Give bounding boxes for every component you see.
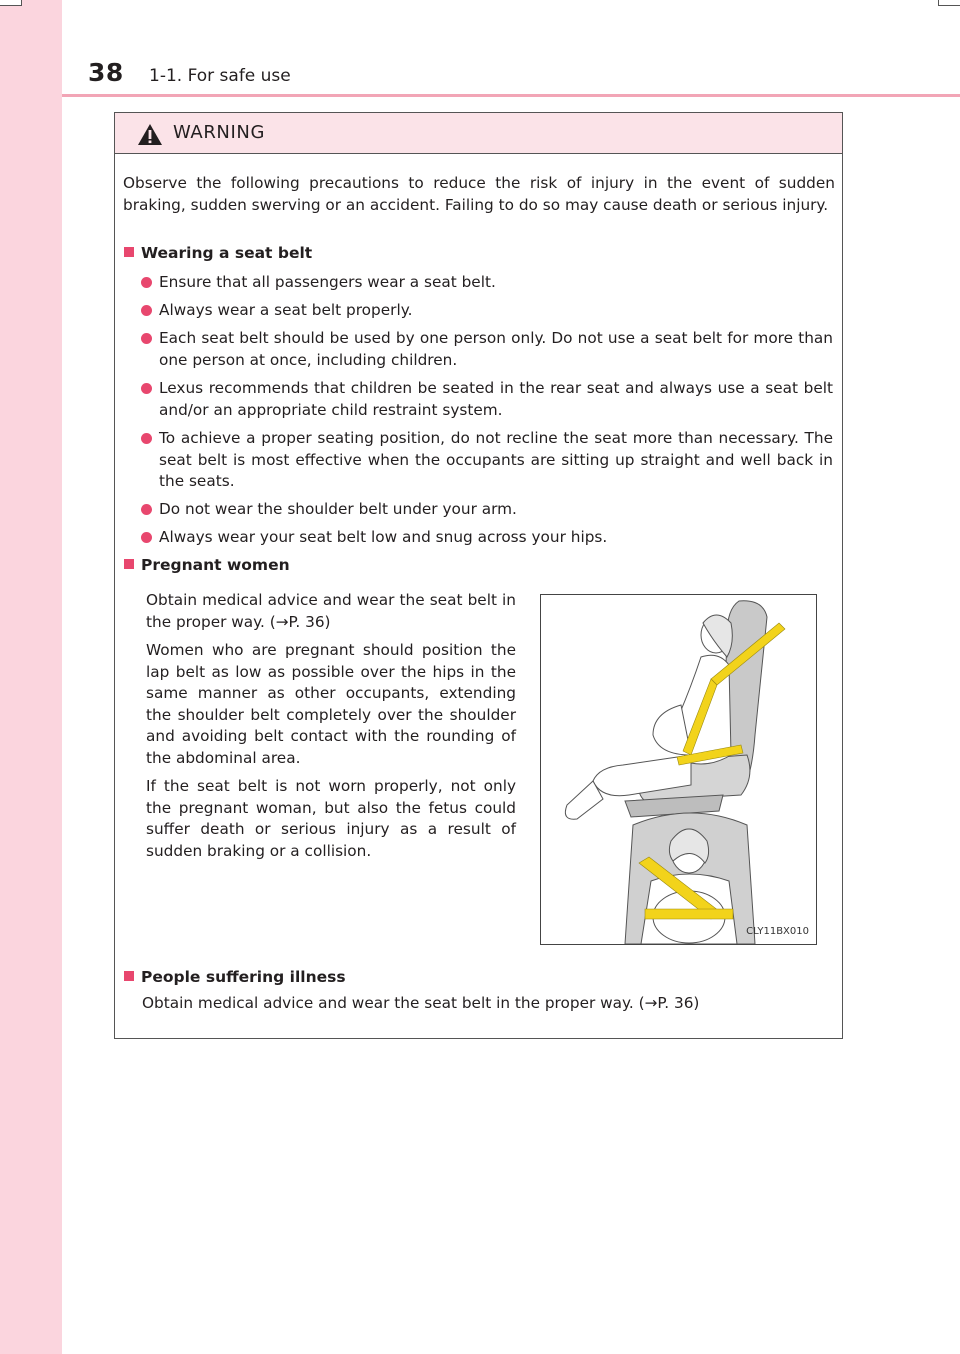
paragraph: Women who are pregnant should position the lap belt as low as possible over the hips in the same manner as other occupants, extending the shoulder belt completely over the shoulder and avoiding belt contact with the rounding of the abdominal area. bbox=[146, 641, 516, 767]
list-item: Always wear your seat belt low and snug across your hips. bbox=[141, 527, 833, 549]
list-item: Do not wear the shoulder belt under your arm. bbox=[141, 499, 833, 521]
warning-header bbox=[115, 113, 842, 154]
pregnant-seat-belt-illustration bbox=[540, 594, 817, 945]
figure-code: CLY11BX010 bbox=[746, 926, 809, 937]
heading-pregnant-women: Pregnant women bbox=[124, 556, 290, 574]
list-item: Each seat belt should be used by one person only. Do not use a seat belt for more than one person at once, including children. bbox=[141, 328, 833, 371]
square-bullet-icon bbox=[124, 971, 134, 981]
square-bullet-icon bbox=[124, 559, 134, 569]
round-bullet-icon bbox=[141, 532, 152, 543]
list-item: Ensure that all passengers wear a seat belt. bbox=[141, 272, 833, 294]
header-rule bbox=[62, 94, 960, 97]
heading-people-suffering-illness: People suffering illness bbox=[124, 968, 346, 986]
square-bullet-icon bbox=[124, 247, 134, 257]
heading-seat-belt: Wearing a seat belt bbox=[124, 244, 312, 262]
round-bullet-icon bbox=[141, 504, 152, 515]
warning-triangle-icon bbox=[137, 123, 163, 146]
warning-intro: Observe the following precautions to reduce the risk of injury in the event of sudden braking, sudden swerving or an accident. Failing to do so may cause death or serious injury. bbox=[123, 174, 835, 214]
left-margin-band bbox=[0, 0, 62, 1354]
seat-belt-figure-icon bbox=[541, 595, 816, 944]
crop-mark-right bbox=[938, 0, 960, 6]
paragraph: If the seat belt is not worn properly, not only the pregnant woman, but also the fetus could suffer death or serious injury as a result of sudden braking or a collision. bbox=[146, 777, 516, 860]
pregnant-women-text bbox=[146, 590, 516, 869]
page-number: 38 bbox=[88, 58, 124, 87]
illness-text: Obtain medical advice and wear the seat belt in the proper way. (→P. 36) bbox=[142, 994, 700, 1012]
crop-mark-left bbox=[0, 0, 22, 6]
list-item: Lexus recommends that children be seated in the rear seat and always use a seat belt and/or an appropriate child restraint system. bbox=[141, 378, 833, 421]
round-bullet-icon bbox=[141, 383, 152, 394]
section-title: 1-1. For safe use bbox=[149, 66, 291, 86]
round-bullet-icon bbox=[141, 305, 152, 316]
paragraph: Obtain medical advice and wear the seat belt in the proper way. (→P. 36) bbox=[146, 591, 516, 631]
warning-title: WARNING bbox=[173, 122, 266, 143]
list-item: To achieve a proper seating position, do not recline the seat more than necessary. The seat belt is most effective when the occupants are sitting up straight and well back in the seats. bbox=[141, 428, 833, 493]
list-item: Always wear a seat belt properly. bbox=[141, 300, 833, 322]
round-bullet-icon bbox=[141, 333, 152, 344]
round-bullet-icon bbox=[141, 433, 152, 444]
round-bullet-icon bbox=[141, 277, 152, 288]
warning-box bbox=[114, 112, 843, 1039]
